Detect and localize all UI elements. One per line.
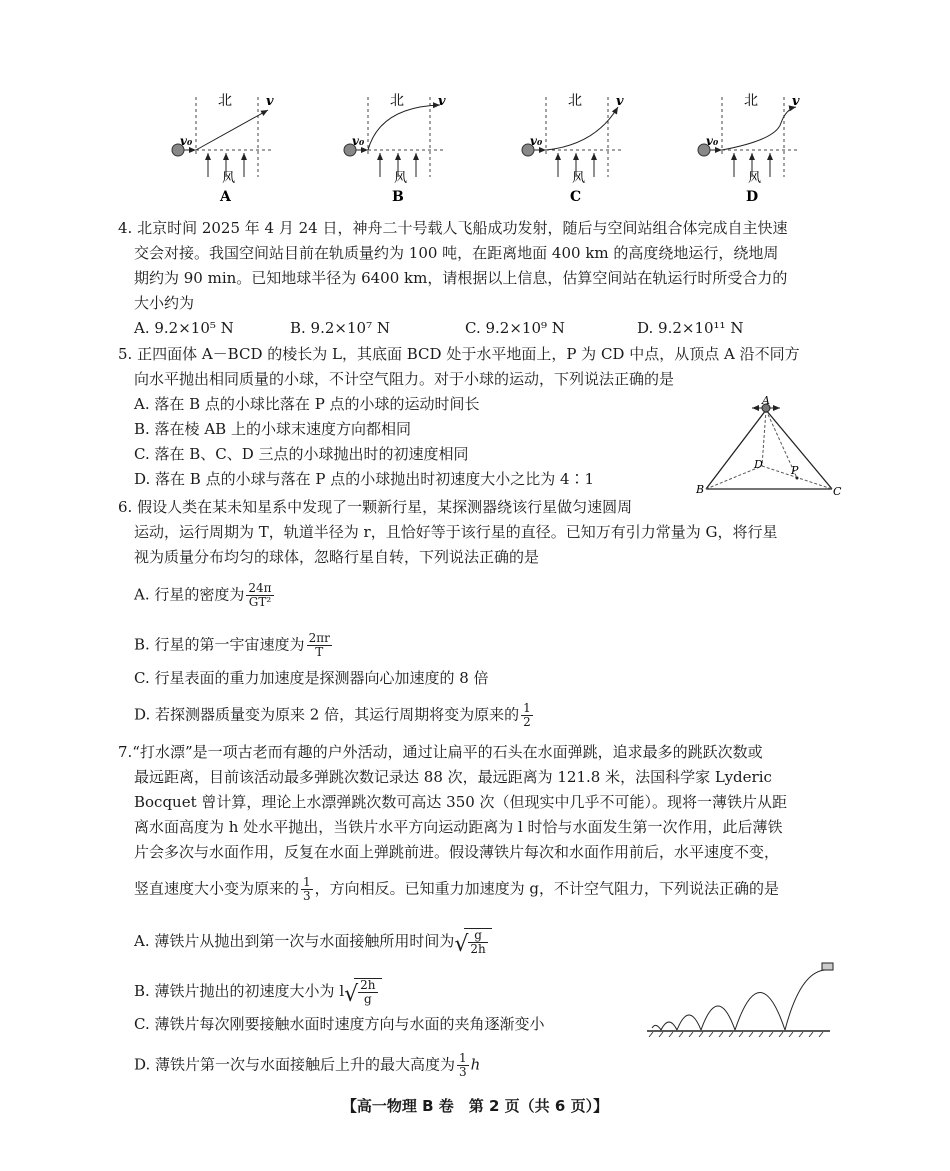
q7-line-6: 竖直速度大小变为原来的 $\frac{1}{3}$ ，方向相反。已知重力加速度为 g，不计空气阻力，下列说法正确的是 xyxy=(134,875,780,903)
diagram-c xyxy=(522,93,624,205)
v-label: v xyxy=(438,94,446,109)
q7-line-3: Bocquet 曾计算，理论上水漂弹跳次数可高达 350 次（但现实中几乎不可能）。现将一薄铁片从距 xyxy=(134,793,788,811)
v0-label: v₀ xyxy=(352,134,365,148)
q4-option-d: D. 9.2×10¹¹ N xyxy=(637,319,744,337)
q4-option-b: B. 9.2×10⁷ N xyxy=(290,319,390,337)
q7-line-4: 离水面高度为 h 处水平抛出，当铁片水平方向运动距离为 l 时恰与水面发生第一次作用，此后薄铁 xyxy=(134,818,783,836)
v0-label: v₀ xyxy=(706,134,719,148)
wind-label: 风 xyxy=(394,171,408,186)
q7-line-1: 7.“打水漂”是一项古老而有趣的户外活动，通过让扁平的石头在水面弹跳，追求最多的跳跃次数或 xyxy=(118,743,763,761)
q5-line-1: 5. 正四面体 A－BCD 的棱长为 L，其底面 BCD 处于水平地面上，P 为 CD 中点，从顶点 A 沿不同方 xyxy=(118,345,800,363)
q5-option-c: C. 落在 B、C、D 三点的小球抛出时的初速度相同 xyxy=(134,445,469,463)
v-label: v xyxy=(792,94,800,109)
q5-option-d: D. 落在 B 点的小球与落在 P 点的小球抛出时初速度大小之比为 4∶1 xyxy=(134,470,595,488)
diagram-label: C xyxy=(570,189,582,205)
q6-line-1: 6. 假设人类在某未知星系中发现了一颗新行星，某探测器绕该行星做匀速圆周 xyxy=(118,498,633,516)
skipping-stone-figure xyxy=(645,960,840,1038)
q4-option-c: C. 9.2×10⁹ N xyxy=(465,319,565,337)
diagram-b xyxy=(344,93,446,205)
sqrt-expression: √ $\frac{g}{2h}$ xyxy=(454,928,491,956)
vertex-c: C xyxy=(833,485,842,498)
sqrt-expression: √ $\frac{2h}{g}$ xyxy=(344,978,381,1006)
v-label: v xyxy=(266,94,274,109)
q5-line-2: 向水平抛出相同质量的小球，不计空气阻力。对于小球的运动，下列说法正确的是 xyxy=(134,370,675,388)
vertex-b: B xyxy=(696,483,705,496)
q4-line-1: 4. 北京时间 2025 年 4 月 24 日，神舟二十号载人飞船成功发射，随后与空间站组合体完成自主快速 xyxy=(118,219,788,237)
q6-option-b xyxy=(134,632,334,659)
q7-line-5: 片会多次与水面作用，反复在水面上弹跳前进。假设薄铁片每次和水面作用前后，水平速度不变， xyxy=(134,843,780,861)
fraction: $\frac{1}{3}$ xyxy=(303,875,311,903)
vertex-d: D xyxy=(754,458,763,471)
q6-option-d-text: D. 若探测器质量变为原来 2 倍，其运行周期将变为原来的 xyxy=(134,705,520,724)
fraction: $\frac{1}{3}$ xyxy=(459,1051,467,1079)
diagram-a xyxy=(172,93,274,205)
q6-line-3: 视为质量分布均匀的球体，忽略行星自转，下列说法正确的是 xyxy=(134,548,540,566)
q7-option-d: D. 薄铁片第一次与水面接触后上升的最大高度为 $\frac{1}{3}$ h xyxy=(134,1051,481,1079)
v-label: v xyxy=(616,94,624,109)
q4-line-2: 交会对接。我国空间站目前在轨质量约为 100 吨，在距离地面 400 km 的高度绕地运行，绕地周 xyxy=(134,244,779,262)
q4-line-4: 大小约为 xyxy=(134,294,195,312)
page-footer: 【高一物理 B 卷 第 2 页（共 6 页）】 xyxy=(341,1097,609,1115)
q7-option-b: B. 薄铁片抛出的初速度大小为 l √ $\frac{2h}{g}$ xyxy=(134,978,382,1006)
wind-label: 风 xyxy=(222,171,236,186)
q7-option-c: C. 薄铁片每次刚要接触水面时速度方向与水面的夹角逐渐变小 xyxy=(134,1015,545,1033)
diagram-label: B xyxy=(392,189,404,205)
q5-option-a: A. 落在 B 点的小球比落在 P 点的小球的运动时间长 xyxy=(134,395,480,413)
fraction: $\frac{2\pi r}{T}$ xyxy=(308,631,330,659)
q7-option-a: A. 薄铁片从抛出到第一次与水面接触所用时间为 √ $\frac{g}{2h}$ xyxy=(134,928,492,956)
wind-label: 风 xyxy=(748,171,762,186)
q6-option-c: C. 行星表面的重力加速度是探测器向心加速度的 8 倍 xyxy=(134,669,489,687)
q6-option-a-text: A. 行星的密度为 xyxy=(134,585,245,604)
wind-diagrams xyxy=(160,85,820,210)
north-label: 北 xyxy=(568,93,582,109)
q6-line-2: 运动，运行周期为 T，轨道半径为 r，且恰好等于该行星的直径。已知万有引力常量为 G，将行星 xyxy=(134,523,778,541)
point-p: P xyxy=(791,464,799,477)
wind-label: 风 xyxy=(572,171,586,186)
q4-line-3: 期约为 90 min。已知地球半径为 6400 km，请根据以上信息，估算空间站在轨运行时所受合力的 xyxy=(134,269,788,287)
north-label: 北 xyxy=(744,93,758,109)
north-label: 北 xyxy=(390,93,404,109)
q6-option-d xyxy=(134,702,535,729)
north-label: 北 xyxy=(218,93,232,109)
diagram-label: A xyxy=(220,189,231,205)
fraction: $\frac{24\pi}{\text{GT²}}$ xyxy=(248,581,272,609)
diagram-label: D xyxy=(746,189,759,205)
q6-option-a xyxy=(134,582,276,609)
q7-line-2: 最远距离，目前该活动最多弹跳次数记录达 88 次，最远距离为 121.8 米，法国科学家 Lyderic xyxy=(134,768,772,786)
v0-label: v₀ xyxy=(180,134,193,148)
q4-option-a: A. 9.2×10⁵ N xyxy=(134,319,234,337)
q6-option-b-text: B. 行星的第一宇宙速度为 xyxy=(134,635,305,654)
tetrahedron-figure xyxy=(692,396,842,501)
q5-option-b: B. 落在棱 AB 上的小球末速度方向都相同 xyxy=(134,420,411,438)
vertex-a: A xyxy=(762,396,770,407)
diagram-d xyxy=(698,93,800,205)
v0-label: v₀ xyxy=(530,134,543,148)
fraction: $\frac{1}{2}$ xyxy=(523,701,531,729)
